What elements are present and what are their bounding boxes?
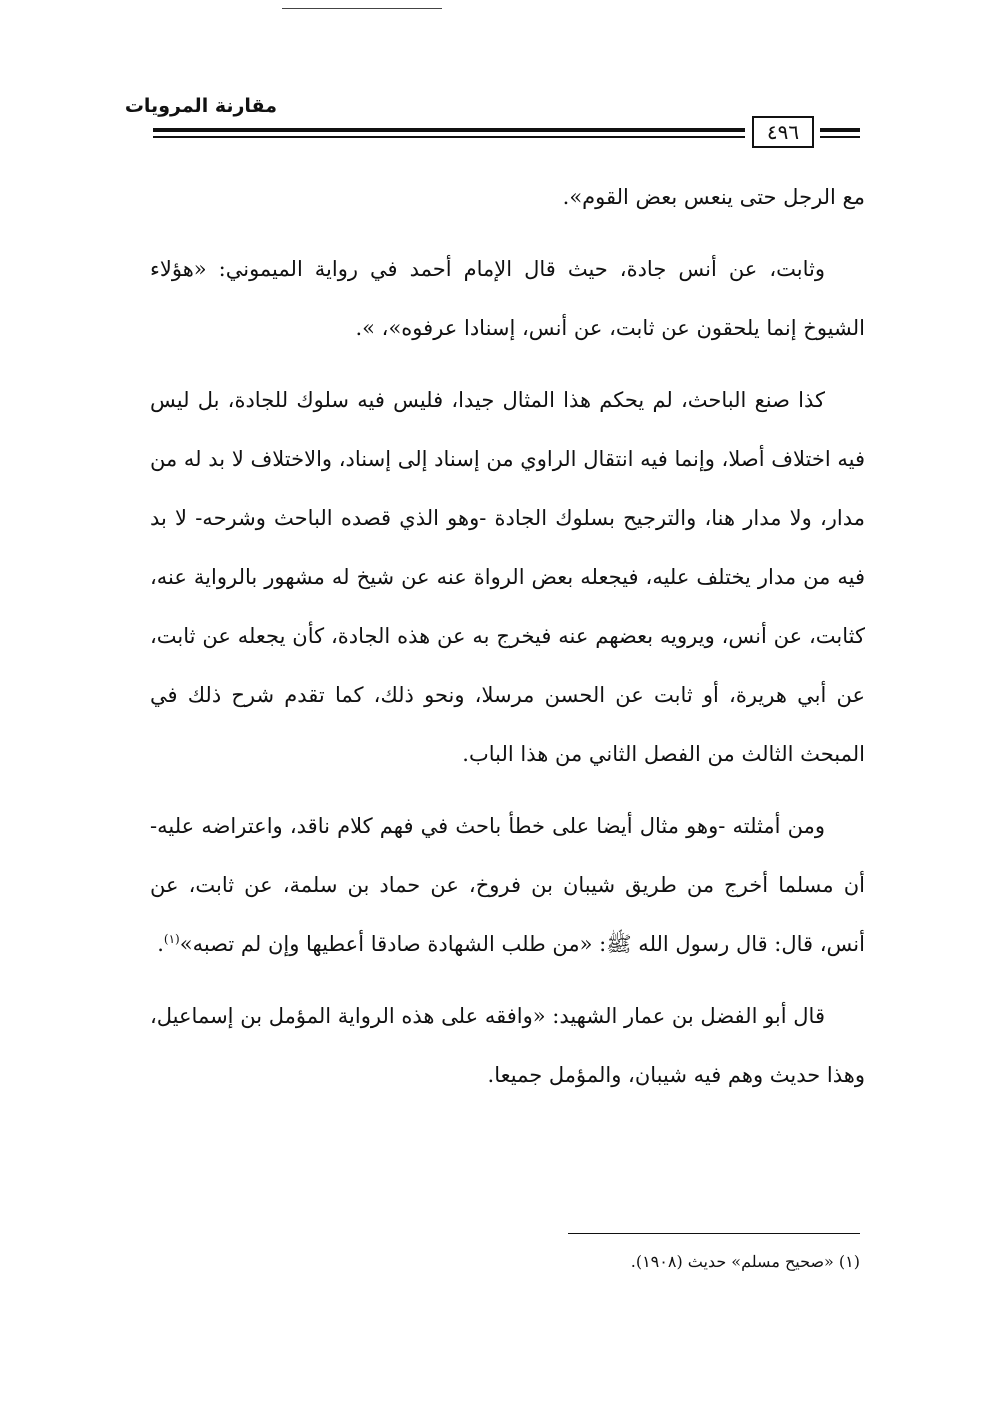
paragraph: كذا صنع الباحث، لم يحكم هذا المثال جيدا، فليس فيه سلوك للجادة، بل ليس فيه اختلاف أصلا، وإنما فيه انتقال الراوي من إسناد إلى إسناد، والاختلاف لا بد له من مدار، ولا مدار هنا، والترجيح بسلوك الجادة -وهو الذي قصده الباحث وشرحه- لا بد فيه من مدار يختلف عليه، فيجعله بعض الرواة عنه عن شيخ له مشهور بالرواية عنه، كثابت، عن أنس، ويرويه بعضهم عنه فيخرج به عن هذه الجادة، كأن يجعله عن ثابت، عن أبي هريرة، أو ثابت عن الحسن مرسلا، ونحو ذلك، كما تقدم شرح ذلك في المبحث الثالث من الفصل الثاني من هذا الباب. bbox=[150, 388, 865, 766]
header-rule bbox=[153, 128, 745, 140]
footnote-separator bbox=[568, 1233, 860, 1234]
paragraph: مع الرجل حتى ينعس بعض القوم». bbox=[562, 185, 865, 209]
paragraph-text: ومن أمثلته -وهو مثال أيضا على خطأ باحث في فهم كلام ناقد، واعتراضه عليه- أن مسلما أخرج من طريق شيبان بن فروخ، عن حماد بن سلمة، عن ثابت، عن أنس، قال: قال رسول الله ﷺ: «من طلب الشهادة صادقا أعطيها وإن لم تصبه» bbox=[150, 814, 865, 956]
paragraph-tail: . bbox=[157, 932, 164, 956]
top-edge-mark bbox=[282, 8, 442, 9]
paragraph: وثابت، عن أنس جادة، حيث قال الإمام أحمد في رواية الميموني: «هؤلاء الشيوخ إنما يلحقون عن ثابت، عن أنس، إسنادا عرفوه»، ». bbox=[150, 257, 865, 340]
footnote-reference: (١) bbox=[163, 932, 180, 946]
running-title: مقارنة المرويات bbox=[124, 95, 277, 117]
paragraph: قال أبو الفضل بن عمار الشهيد: «وافقه على هذه الرواية المؤمل بن إسماعيل، وهذا حديث وهم فيه شيبان، والمؤمل جميعا. bbox=[150, 1004, 865, 1087]
page-number: ٤٩٦ bbox=[752, 116, 814, 148]
header-rule-right bbox=[820, 128, 860, 140]
main-text bbox=[150, 168, 865, 1118]
paragraph bbox=[150, 797, 865, 974]
footnote: (١) «صحيح مسلم» حديث (١٩٠٨). bbox=[630, 1252, 860, 1271]
